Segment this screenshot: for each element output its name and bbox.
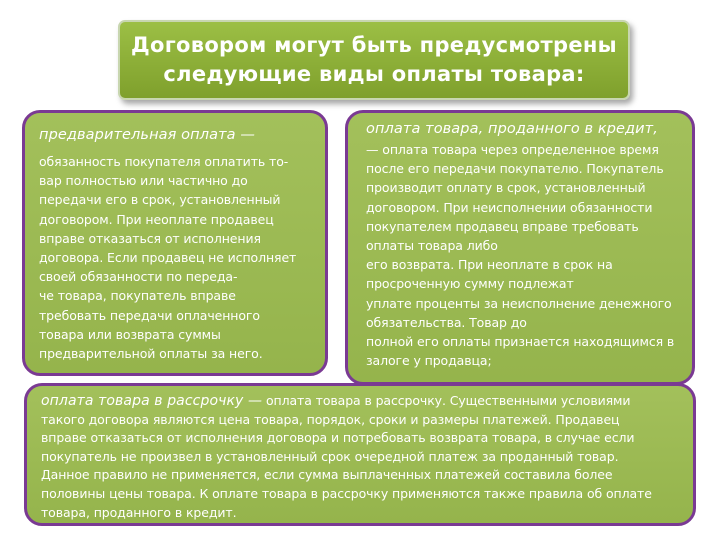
installment-first-line-text: оплата товара в рассрочку. Существенными условиями bbox=[262, 393, 631, 408]
title-box bbox=[118, 20, 630, 100]
text-line: Данное правило не применяется, если сумма выплаченных платежей составила более bbox=[41, 467, 613, 483]
text-line: залоге у продавца; bbox=[366, 353, 492, 369]
text-line: договором. При неисполнении обязанности bbox=[366, 199, 653, 215]
text-line: производит оплату в срок, установленный bbox=[366, 180, 646, 196]
credit-payment-heading: оплата товара, проданного в кредит, bbox=[366, 121, 658, 137]
title-line-1: Договором могут быть предусмотрены bbox=[131, 33, 617, 57]
text-line: че товара, покупатель вправе bbox=[39, 288, 236, 304]
text-line: покупатель не произвел в установленный срок очередной платеж за проданный товар. bbox=[41, 448, 619, 464]
text-line: половины цены товара. К оплате товара в рассрочку применяются также правила об оплате bbox=[41, 485, 652, 501]
text-line: предварительной оплаты за него. bbox=[39, 346, 263, 362]
text-line: договором. При неоплате продавец bbox=[39, 211, 274, 227]
text-line: своей обязанности по переда- bbox=[39, 269, 238, 285]
prepayment-text bbox=[39, 152, 315, 363]
text-line: — оплата товара через определенное время bbox=[366, 142, 659, 157]
text-line: его возврата. При неоплате в срок на bbox=[366, 257, 613, 273]
credit-payment-text bbox=[366, 140, 684, 370]
text-line: уплате проценты за неисполнение денежного bbox=[366, 295, 672, 311]
prepayment-heading: предварительная оплата — bbox=[39, 127, 255, 143]
text-line: передачи его в срок, установленный bbox=[39, 192, 281, 208]
installment-first-line bbox=[41, 392, 679, 411]
text-line: вар полностью или частично до bbox=[39, 173, 248, 189]
installment-payment-heading: оплата товара в рассрочку — bbox=[41, 393, 263, 409]
credit-payment-box bbox=[345, 110, 695, 385]
text-line: товара или возврата суммы bbox=[39, 326, 221, 342]
prepayment-box bbox=[22, 110, 328, 376]
text-line: полной его оплаты признается находящимся в bbox=[366, 334, 675, 350]
text-line: требовать передачи оплаченного bbox=[39, 307, 260, 323]
text-line: такого договора являются цена товара, порядок, сроки и размеры платежей. Продавец bbox=[41, 411, 620, 427]
text-line: обязанность покупателя оплатить то- bbox=[39, 154, 289, 169]
text-line: просроченную сумму подлежат bbox=[366, 276, 574, 292]
text-line: товара, проданного в кредит. bbox=[41, 504, 237, 520]
installment-payment-box bbox=[24, 383, 696, 526]
text-line: после его передачи покупателю. Покупатель bbox=[366, 161, 664, 177]
text-line: оплаты товара либо bbox=[366, 238, 498, 254]
text-line: вправе отказаться от исполнения bbox=[39, 230, 261, 246]
title-line-2: следующие виды оплаты товара: bbox=[163, 62, 585, 86]
text-line: покупателем продавец вправе требовать bbox=[366, 218, 639, 234]
text-line: вправе отказаться от исполнения договора и потребовать возврата товара, в случае если bbox=[41, 430, 635, 446]
text-line: обязательства. Товар до bbox=[366, 314, 527, 330]
text-line: договора. Если продавец не исполняет bbox=[39, 250, 297, 266]
